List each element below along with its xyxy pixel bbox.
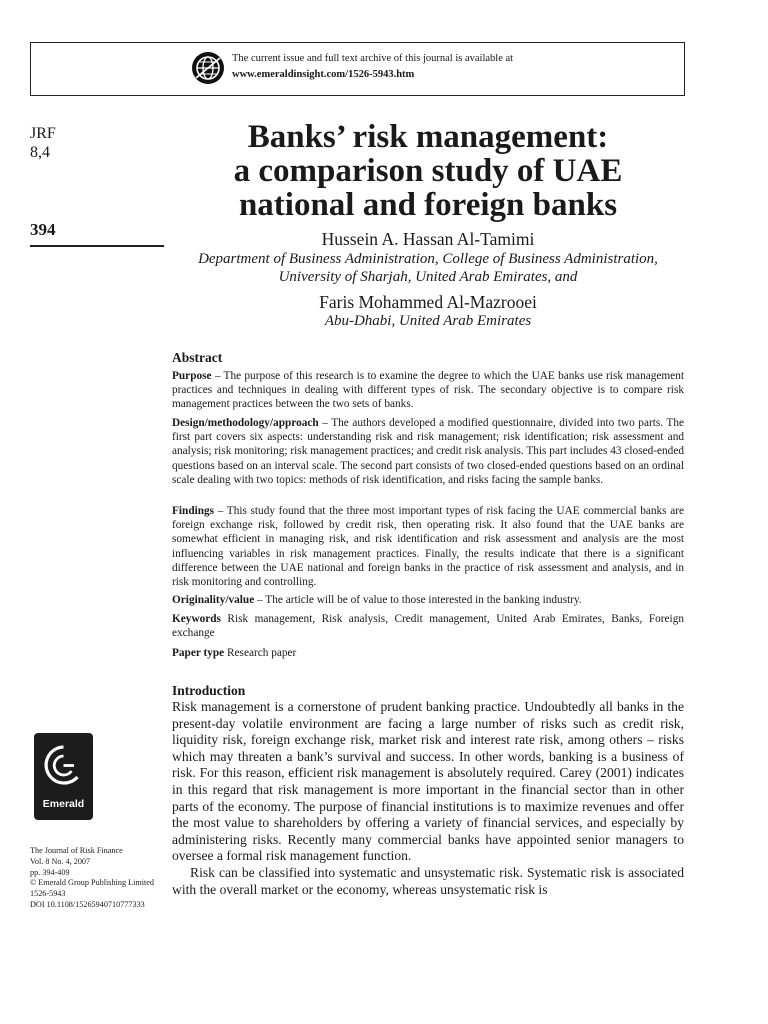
- author-1: Hussein A. Hassan Al-Tamimi: [321, 229, 535, 249]
- journal-banner: [30, 42, 685, 96]
- introduction-body: [172, 699, 684, 898]
- emerald-logo-word: Emerald: [42, 798, 85, 810]
- publication-doi: DOI 10.1108/15265940710777333: [30, 899, 145, 909]
- abstract-heading: Abstract: [172, 350, 223, 365]
- abstract-design: [172, 416, 684, 487]
- abstract-paper-type: [172, 646, 684, 660]
- keywords-label: Keywords: [172, 613, 221, 625]
- intro-paragraph-2: Risk can be classified into systematic and unsystematic risk. Systematic risk is associated with the overall market or the economy, whereas unsystematic risk is: [172, 864, 684, 897]
- design-label: Design/methodology/approach: [172, 417, 319, 429]
- introduction-heading: Introduction: [172, 683, 246, 698]
- originality-text: – The article will be of value to those interested in the banking industry.: [254, 594, 582, 606]
- publication-issn: 1526-5943: [30, 889, 66, 899]
- publication-info: [30, 846, 154, 911]
- globe-icon: [191, 51, 225, 85]
- publication-copyright: © Emerald Group Publishing Limited: [30, 878, 155, 888]
- keywords-text: Risk management, Risk analysis, Credit management, United Arab Emirates, Banks, Foreign exchange: [172, 613, 684, 640]
- page-number: 394: [30, 220, 56, 239]
- title-line: national and foreign banks: [238, 187, 618, 223]
- publication-pages: pp. 394-409: [30, 867, 70, 877]
- originality-label: Originality/value: [172, 594, 255, 606]
- abstract-purpose: [172, 369, 684, 412]
- purpose-text: – The purpose of this research is to examine the degree to which the UAE banks use risk management practices and techniques in dealing with different types of risk. The secondary objective is to compare risk management practices between the two sets of banks.: [172, 370, 684, 411]
- emerald-logo: [34, 733, 93, 820]
- author-2: Faris Mohammed Al-Mazrooei: [319, 292, 537, 312]
- banner-url-link[interactable]: www.emeraldinsight.com/1526-5943.htm: [232, 69, 415, 80]
- journal-abbrev: JRF: [30, 125, 56, 142]
- affiliation-2: Abu-Dhabi, United Arab Emirates: [324, 313, 532, 329]
- publication-journal: The Journal of Risk Finance: [30, 846, 123, 855]
- abstract-originality: [172, 593, 684, 607]
- intro-paragraph-1: Risk management is a cornerstone of prudent banking practice. Undoubtedly all banks in the present-day volatile environment are facing a large number of risks such as credit risk, liquidity risk, foreign exchange risk, market risk and interest rate risk, among others – risks which may threaten a bank’s survival and success. In other words, banking is a business of risk. For this reason, efficient risk management is absolutely required. Carey (2001) indicates in this regard that risk management is more important in the financial sector than in other parts of the economy. The purpose of financial institutions is to maximize revenues and offer the most value to shareholders by offering a variety of financial services, and especially by administering risks. Recently many commercial banks have appointed senior managers to oversee a formal risk management function.: [172, 699, 684, 864]
- page-number-rule: [30, 245, 164, 247]
- banner-availability-text: The current issue and full text archive of this journal is available at: [232, 53, 514, 64]
- publication-volume: Vol. 8 No. 4, 2007: [30, 856, 91, 866]
- article-title: [172, 120, 684, 222]
- abstract-findings: [172, 504, 684, 589]
- title-line: Banks’ risk management:: [247, 119, 609, 155]
- paper-type-text: Research paper: [224, 647, 297, 659]
- paper-type-label: Paper type: [172, 647, 225, 659]
- journal-volume: 8,4: [30, 144, 50, 161]
- affiliation-1: Department of Business Administration, College of Business Administration, University of Sharjah, United Arab Emirates, and: [198, 251, 658, 285]
- findings-text: – This study found that the three most important types of risk facing the UAE commercial banks are foreign exchange risk, followed by credit risk, then operating risk. It also found that the UAE banks are somewhat efficient in managing risk, and risk identification and risk assessment and analysis are the most influencing variables in risk management practices. Finally, the results indicate that there is a significant difference between the UAE national and foreign banks in the practice of risk assessment and analysis, and in risk monitoring and controlling.: [172, 505, 684, 589]
- purpose-label: Purpose: [172, 370, 212, 382]
- design-text: – The authors developed a modified questionnaire, divided into two parts. The first part covers six aspects: understanding risk and risk management; risk identification; risk assessment and analysis; risk monitoring; risk management practices; and credit risk analysis. This part includes 43 closed-ended questions based on an interval scale. The second part consists of two closed-ended questions based on an ordinal scale dealing with two topics: methods of risk identification, and risks facing the sample banks.: [172, 417, 684, 486]
- abstract-keywords: [172, 612, 684, 640]
- title-line: a comparison study of UAE: [233, 153, 623, 189]
- journal-volume-block: [30, 124, 56, 162]
- emerald-e-icon: [40, 739, 87, 795]
- findings-label: Findings: [172, 505, 215, 517]
